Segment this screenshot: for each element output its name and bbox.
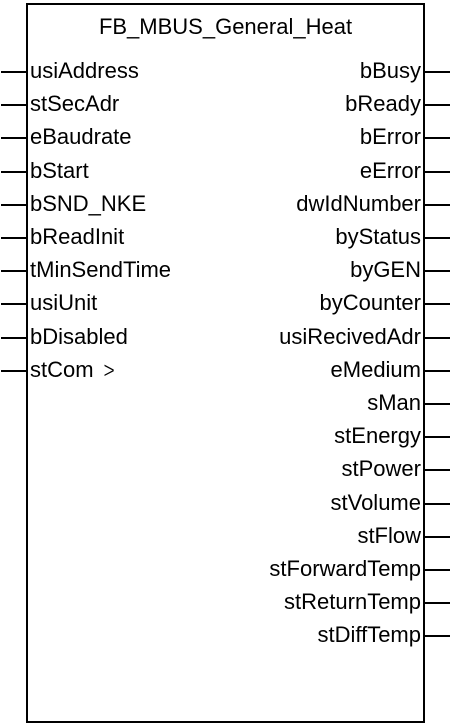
output-port-label: stPower <box>341 456 421 482</box>
output-port-label: byStatus <box>335 224 421 249</box>
output-pin-line <box>423 204 450 206</box>
output-port-label: eError <box>359 157 421 183</box>
output-pin-line <box>423 237 450 239</box>
input-pin-line <box>1 104 28 106</box>
input-port-9 <box>28 358 115 384</box>
input-pin-line <box>1 337 28 339</box>
output-port-3 <box>360 159 423 183</box>
input-port-label: bStart <box>30 157 89 183</box>
block-title: FB_MBUS_General_Heat <box>98 14 353 39</box>
output-pin-line <box>423 436 450 438</box>
input-port-label: usiUnit <box>30 290 98 316</box>
output-port-label: eMedium <box>330 356 421 382</box>
output-port-label: usiRecivedAdr <box>279 323 421 349</box>
output-pin-line <box>423 137 450 139</box>
output-pin-line <box>423 171 450 173</box>
input-port-4 <box>28 192 146 216</box>
output-pin-line <box>423 403 450 405</box>
input-port-0 <box>28 59 139 83</box>
output-port-2 <box>360 125 423 149</box>
output-port-13 <box>331 491 424 515</box>
output-port-5 <box>335 225 423 249</box>
output-pin-line <box>423 569 450 571</box>
input-pin-line <box>1 370 28 372</box>
output-port-label: stDiffTemp <box>317 622 421 648</box>
output-pin-line <box>423 71 450 73</box>
output-port-label: dwIdNumber <box>296 190 421 216</box>
input-port-6 <box>28 258 171 282</box>
output-port-14 <box>357 524 423 548</box>
output-pin-line <box>423 337 450 339</box>
input-pin-line <box>1 71 28 73</box>
output-port-10 <box>367 391 423 415</box>
output-pin-line <box>423 635 450 637</box>
input-port-8 <box>28 325 128 349</box>
output-port-label: sMan <box>367 390 421 415</box>
output-port-label: stReturnTemp <box>284 589 421 615</box>
output-port-1 <box>345 92 423 116</box>
input-port-1 <box>28 92 119 116</box>
output-port-label: stVolume <box>330 489 421 515</box>
input-pin-line <box>1 137 28 139</box>
input-port-label: bSND_NKE <box>30 190 147 216</box>
output-port-label: byGEN <box>350 257 421 283</box>
input-pin-line <box>1 237 28 239</box>
output-pin-line <box>423 104 450 106</box>
output-port-6 <box>350 258 423 282</box>
output-port-12 <box>342 457 423 481</box>
reference-marker-icon: ᐳ <box>103 362 115 380</box>
output-port-label: stFlow <box>357 522 421 548</box>
output-pin-line <box>423 503 450 505</box>
output-pin-line <box>423 303 450 305</box>
output-port-15 <box>269 557 423 581</box>
output-port-4 <box>296 192 423 216</box>
input-pin-line <box>1 171 28 173</box>
output-port-7 <box>319 291 423 315</box>
output-port-11 <box>334 424 423 448</box>
input-port-label: usiAddress <box>30 58 139 83</box>
output-pin-line <box>423 536 450 538</box>
output-pin-line <box>423 370 450 372</box>
input-port-label: bReadInit <box>30 224 125 249</box>
input-port-label: stCom <box>30 356 94 382</box>
output-port-0 <box>360 59 423 83</box>
input-port-5 <box>28 225 124 249</box>
function-block <box>26 3 425 723</box>
output-port-17 <box>317 623 423 647</box>
output-port-label: bReady <box>345 91 421 117</box>
input-port-label: bDisabled <box>30 323 128 349</box>
input-port-2 <box>28 125 132 149</box>
input-port-label: eBaudrate <box>30 124 132 150</box>
output-port-label: stForwardTemp <box>269 556 421 581</box>
output-port-label: byCounter <box>319 290 421 316</box>
output-port-16 <box>284 590 423 614</box>
input-pin-line <box>1 204 28 206</box>
output-port-label: stEnergy <box>334 423 421 449</box>
input-port-label: tMinSendTime <box>30 257 172 283</box>
input-port-label: stSecAdr <box>30 91 120 117</box>
input-pin-line <box>1 303 28 305</box>
output-port-8 <box>279 325 423 349</box>
input-port-7 <box>28 291 97 315</box>
output-port-label: bBusy <box>359 58 421 83</box>
output-pin-line <box>423 270 450 272</box>
output-pin-line <box>423 469 450 471</box>
input-pin-line <box>1 270 28 272</box>
output-pin-line <box>423 602 450 604</box>
output-port-9 <box>331 358 423 382</box>
output-port-label: bError <box>359 124 421 150</box>
input-port-3 <box>28 159 89 183</box>
